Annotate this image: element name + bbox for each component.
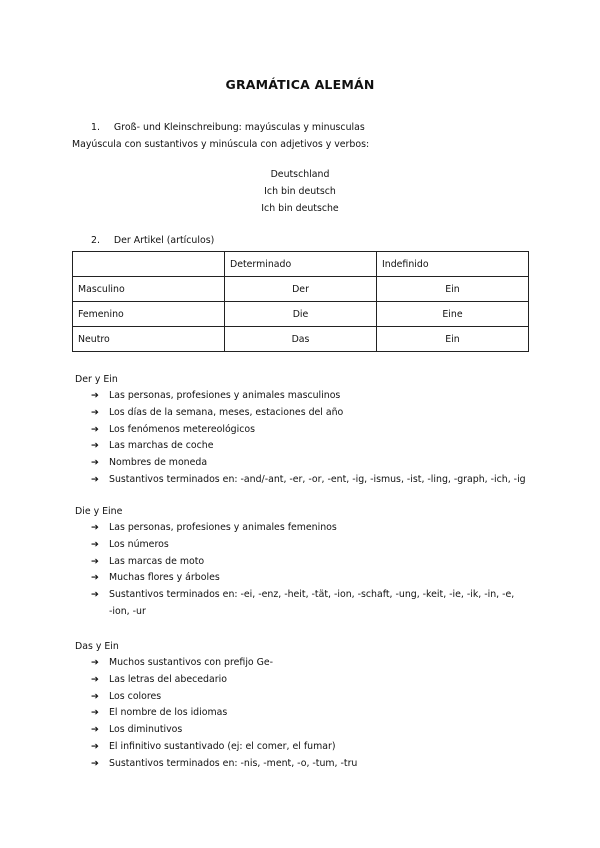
arrow-icon: ➔ (91, 440, 99, 452)
section1-number: 1. (91, 122, 100, 133)
table-cell: Ein (377, 277, 529, 302)
table-row-label: Masculino (73, 277, 225, 302)
arrow-icon: ➔ (91, 522, 99, 533)
arrow-icon: ➔ (91, 690, 99, 702)
list-item-text: Los días de la semana, meses, estaciones del año (109, 406, 344, 418)
articles-table (72, 251, 529, 352)
table-cell: Ein (377, 327, 529, 352)
list-item (91, 655, 357, 672)
page-title: GRAMÁTICA ALEMÁN (225, 77, 375, 92)
section2-heading-text: Der Artikel (artículos) (113, 235, 215, 246)
table-cell: Das (225, 327, 377, 352)
table-cell: Eine (377, 302, 529, 327)
group-list-der (91, 388, 526, 489)
list-item (91, 537, 514, 554)
list-item-text: Las marcas de moto (109, 555, 205, 567)
group-title-das: Das y Ein (75, 641, 119, 652)
group-title-die: Die y Eine (75, 506, 123, 517)
list-item (91, 756, 357, 773)
list-item-text: El infinitivo sustantivado (ej: el comer, el fumar) (109, 740, 336, 752)
section1-heading (91, 122, 365, 133)
table-header-cell: Determinado (225, 252, 377, 277)
list-item-text: El nombre de los idiomas (109, 707, 228, 719)
arrow-icon: ➔ (91, 657, 99, 668)
list-item (91, 672, 357, 689)
list-item (91, 722, 357, 739)
list-item (91, 405, 526, 422)
list-item-text: Las personas, profesiones y animales femeninos (109, 522, 337, 533)
arrow-icon: ➔ (91, 538, 99, 550)
list-item-text: Sustantivos terminados en: -nis, -ment, -o, -tum, -tru (109, 757, 358, 769)
section2-number: 2. (91, 235, 100, 246)
list-item-text: Sustantivos terminados en: -ei, -enz, -heit, -tät, -ion, -schaft, -ung, -keit, -ie, -ik, -in, -e, (109, 589, 515, 601)
list-item-text: Muchas flores y árboles (109, 572, 220, 584)
table-cell: Der (225, 277, 377, 302)
list-item-text: Las personas, profesiones y animales masculinos (109, 390, 341, 401)
arrow-icon: ➔ (91, 423, 99, 435)
list-item (91, 438, 526, 455)
list-item-text: Sustantivos terminados en: -and/-ant, -er, -or, -ent, -ig, -ismus, -ist, -ling, -graph, -ich, -ig (109, 473, 526, 485)
list-item (91, 570, 514, 587)
list-item (91, 689, 357, 706)
list-item (91, 472, 526, 489)
arrow-icon: ➔ (91, 724, 99, 736)
arrow-icon: ➔ (91, 406, 99, 418)
list-item-continuation: -ion, -ur (109, 605, 146, 617)
table-cell: Die (225, 302, 377, 327)
section2-heading (91, 235, 214, 246)
list-item-text: Las letras del abecedario (109, 673, 227, 685)
arrow-icon: ➔ (91, 707, 99, 719)
arrow-icon: ➔ (91, 589, 99, 601)
group-list-die (91, 520, 514, 621)
list-item-text: Los colores (109, 690, 162, 702)
arrow-icon: ➔ (91, 740, 99, 752)
list-item (91, 388, 526, 405)
example-3: Ich bin deutsche (261, 203, 339, 214)
example-1: Deutschland (270, 169, 330, 180)
arrow-icon: ➔ (91, 757, 99, 769)
table-row-label: Femenino (73, 302, 225, 327)
list-item-text: Muchos sustantivos con prefijo Ge- (109, 657, 274, 668)
section1-heading-text: Groß- und Kleinschreibung: mayúsculas y minusculas (113, 122, 365, 133)
list-item (91, 587, 514, 621)
list-item-text: Los números (109, 538, 169, 550)
list-item-text: Los diminutivos (109, 724, 183, 736)
list-item (91, 455, 526, 472)
list-item (91, 554, 514, 571)
table-header-cell (73, 252, 225, 277)
list-item-text: Los fenómenos metereológicos (109, 423, 256, 435)
group-title-der: Der y Ein (75, 374, 118, 385)
group-list-das (91, 655, 357, 773)
arrow-icon: ➔ (91, 390, 99, 401)
list-item (91, 422, 526, 439)
arrow-icon: ➔ (91, 555, 99, 567)
table-header-cell: Indefinido (377, 252, 529, 277)
table-header-row (73, 252, 529, 277)
arrow-icon: ➔ (91, 572, 99, 584)
list-item-text: Nombres de moneda (109, 457, 208, 469)
arrow-icon: ➔ (91, 457, 99, 469)
table-row (73, 327, 529, 352)
section1-intro: Mayúscula con sustantivos y minúscula con adjetivos y verbos: (72, 139, 370, 150)
arrow-icon: ➔ (91, 473, 99, 485)
list-item (91, 705, 357, 722)
list-item-text: Las marchas de coche (109, 440, 214, 452)
example-2: Ich bin deutsch (264, 186, 336, 197)
table-row (73, 302, 529, 327)
list-item (91, 739, 357, 756)
list-item (91, 520, 514, 537)
table-row-label: Neutro (73, 327, 225, 352)
table-row (73, 277, 529, 302)
arrow-icon: ➔ (91, 673, 99, 685)
